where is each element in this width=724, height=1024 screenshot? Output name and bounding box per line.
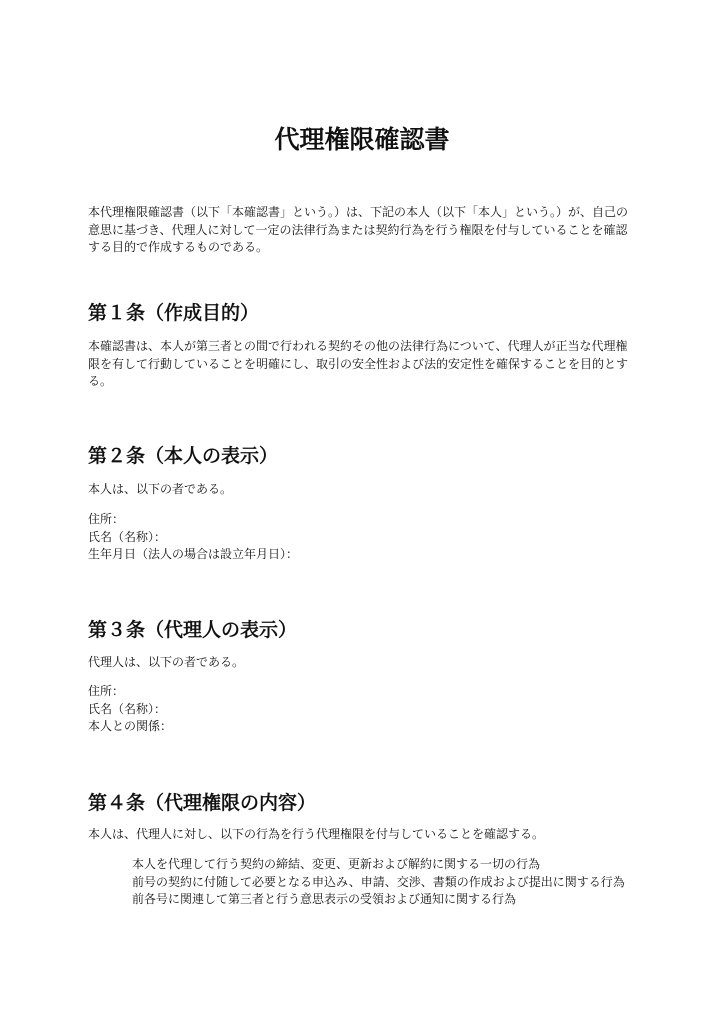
field-address: 住所：	[88, 512, 125, 526]
field-name: 氏名（名称）：	[88, 701, 167, 716]
article-4-heading: 第４条（代理権限の内容）	[88, 792, 317, 814]
field-name: 氏名（名称）：	[88, 529, 167, 544]
intro-paragraph: 本代理権限確認書（以下「本確認書」という。）は、下記の本人（以下「本人」という。）が、自己の意思に基づき、代理人に対して一定の法律行為または契約行為を行う権限を付与していることを確認する目的で作成するものである。	[88, 205, 629, 254]
article-2-body: 本人は、以下の者である。	[88, 482, 233, 496]
list-item: 前各号に関連して第三者と行う意思表示の受領および通知に関する行為	[132, 892, 517, 906]
article-3-heading: 第３条（代理人の表示）	[88, 619, 298, 641]
agent-fields	[88, 683, 172, 736]
document-title: 代理権限確認書	[274, 125, 450, 154]
article-4-body: 本人は、代理人に対し、以下の行為を行う代理権限を付与していることを確認する。	[88, 827, 545, 841]
principal-fields	[88, 511, 298, 564]
list-item: 本人を代理して行う契約の締結、変更、更新および解約に関する一切の行為	[132, 857, 541, 871]
article-3-body: 代理人は、以下の者である。	[88, 655, 245, 669]
field-address: 住所：	[88, 684, 125, 698]
list-item: 前号の契約に付随して必要となる申込み、申請、交渉、書類の作成および提出に関する行為	[132, 874, 625, 889]
article-1-heading: 第１条（作成目的）	[88, 302, 260, 324]
field-birthdate: 生年月日（法人の場合は設立年月日）：	[88, 547, 299, 561]
field-relationship: 本人との関係：	[88, 719, 173, 733]
article-1-body: 本確認書は、本人が第三者との間で行われる契約その他の法律行為について、代理人が正当な代理権限を有して行動していることを明確にし、取引の安全性および法的安定性を確保することを目的とする。	[88, 339, 629, 388]
authority-list	[132, 856, 625, 909]
article-2-heading: 第２条（本人の表示）	[88, 445, 279, 467]
